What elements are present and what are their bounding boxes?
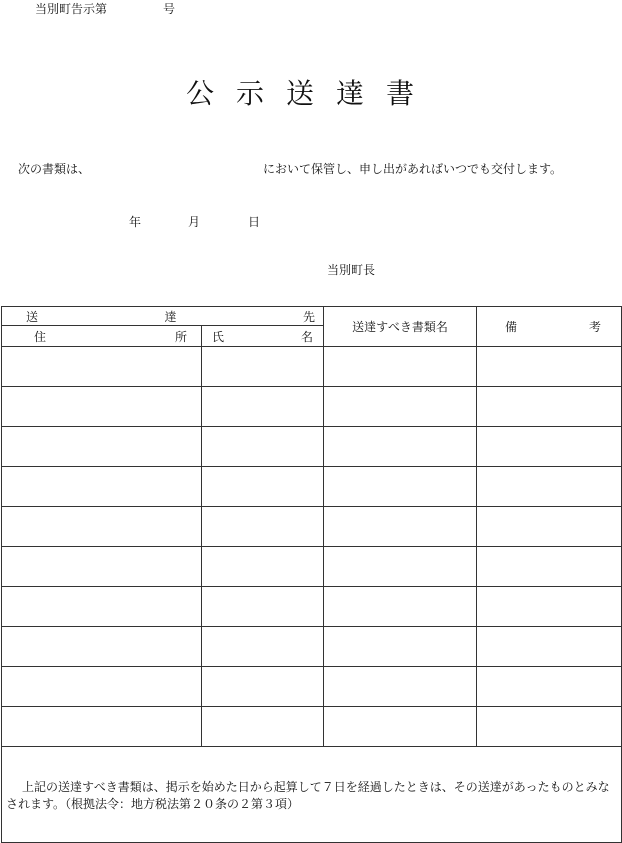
remarks-cell[interactable] [477, 347, 622, 387]
remarks-char: 備 [505, 320, 518, 334]
table-row [2, 627, 622, 667]
note-cell [2, 747, 622, 843]
remarks-char: 考 [589, 320, 602, 334]
note-row [2, 747, 622, 843]
document-name-cell[interactable] [324, 627, 477, 667]
notice-number [35, 0, 175, 17]
document-name-header: 送達すべき書類名 [324, 307, 477, 347]
table-row [2, 427, 622, 467]
address-header [2, 326, 202, 347]
notice-prefix: 当別町告示第 [35, 2, 108, 16]
table-row [2, 347, 622, 387]
name-cell[interactable] [202, 427, 324, 467]
name-cell[interactable] [202, 387, 324, 427]
destination-header [2, 307, 324, 326]
document-name-cell[interactable] [324, 707, 477, 747]
documents-table [1, 306, 622, 843]
destination-char: 先 [303, 309, 316, 324]
document-name-cell[interactable] [324, 667, 477, 707]
name-char: 氏 [212, 329, 225, 344]
address-cell[interactable] [2, 467, 202, 507]
name-cell[interactable] [202, 547, 324, 587]
notice-suffix: 号 [163, 2, 176, 16]
address-char: 所 [174, 329, 187, 344]
date-day: 日 [248, 215, 261, 229]
note-text: 上記の送達すべき書類は、掲示を始めた日から起算して７日を経過したときは、その送達があったものとみなされます。（根拠法令：地方税法第２０条の２第３項） [6, 780, 610, 811]
name-cell[interactable] [202, 347, 324, 387]
address-cell[interactable] [2, 347, 202, 387]
document-name-cell[interactable] [324, 547, 477, 587]
address-cell[interactable] [2, 667, 202, 707]
remarks-cell[interactable] [477, 707, 622, 747]
table-row [2, 507, 622, 547]
name-cell[interactable] [202, 707, 324, 747]
remarks-cell[interactable] [477, 507, 622, 547]
table-row [2, 387, 622, 427]
destination-char: 送 [26, 309, 39, 324]
table-row [2, 547, 622, 587]
remarks-cell[interactable] [477, 667, 622, 707]
name-cell[interactable] [202, 507, 324, 547]
address-cell[interactable] [2, 427, 202, 467]
document-name-cell[interactable] [324, 467, 477, 507]
date-year: 年 [129, 215, 142, 229]
table-row [2, 467, 622, 507]
name-cell[interactable] [202, 667, 324, 707]
name-cell[interactable] [202, 627, 324, 667]
address-cell[interactable] [2, 587, 202, 627]
destination-char: 達 [164, 309, 177, 324]
address-cell[interactable] [2, 707, 202, 747]
address-char: 住 [34, 329, 47, 344]
remarks-header [477, 307, 622, 347]
name-header [202, 326, 324, 347]
body-text: において保管し、申し出があればいつでも交付します。 [263, 162, 563, 176]
name-cell[interactable] [202, 467, 324, 507]
name-cell[interactable] [202, 587, 324, 627]
document-name-cell[interactable] [324, 587, 477, 627]
address-cell[interactable] [2, 507, 202, 547]
address-cell[interactable] [2, 547, 202, 587]
remarks-cell[interactable] [477, 467, 622, 507]
issuer: 当別町長 [327, 263, 376, 277]
table-row [2, 707, 622, 747]
remarks-cell[interactable] [477, 627, 622, 667]
remarks-cell[interactable] [477, 427, 622, 467]
body-lead: 次の書類は、 [18, 162, 91, 176]
document-name-cell[interactable] [324, 347, 477, 387]
document-name-cell[interactable] [324, 387, 477, 427]
table-row [2, 587, 622, 627]
date-month: 月 [188, 215, 201, 229]
name-char: 名 [301, 329, 314, 344]
document-title: 公示送達書 [185, 77, 436, 110]
remarks-cell[interactable] [477, 387, 622, 427]
document-name-cell[interactable] [324, 507, 477, 547]
address-cell[interactable] [2, 627, 202, 667]
table-row [2, 667, 622, 707]
header-row [2, 307, 622, 326]
remarks-cell[interactable] [477, 547, 622, 587]
remarks-cell[interactable] [477, 587, 622, 627]
document-name-cell[interactable] [324, 427, 477, 467]
address-cell[interactable] [2, 387, 202, 427]
